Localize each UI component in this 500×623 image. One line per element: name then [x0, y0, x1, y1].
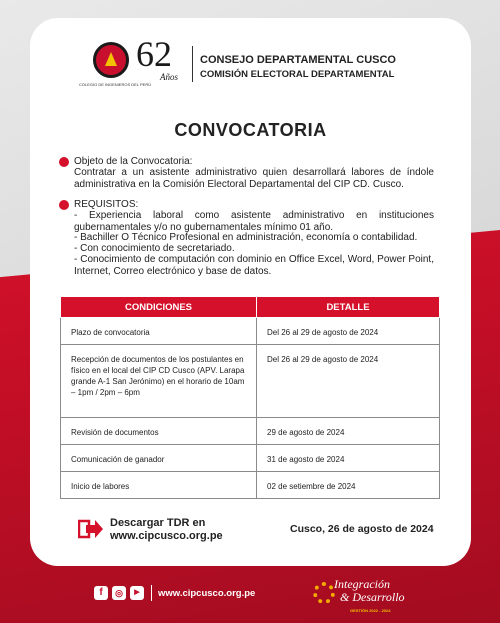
objeto-text: Contratar a un asistente administrativo quien desarrollará labores de índole administrativa en la Comisión Electoral Departamental del CIP CD. Cusco.: [74, 167, 434, 190]
download-arrow-icon[interactable]: [78, 519, 104, 539]
requisitos-label: REQUISITOS:: [74, 199, 139, 210]
condition-cell: Comunicación de ganador: [61, 445, 257, 472]
footer-divider: [151, 585, 152, 601]
column-header-condiciones: CONDICIONES: [61, 297, 257, 318]
conditions-table: [60, 296, 440, 499]
page-title: CONVOCATORIA: [174, 120, 327, 140]
download-line-1: Descargar TDR en: [110, 517, 206, 529]
table-row: [61, 318, 440, 345]
objeto-label: Objeto de la Convocatoria:: [74, 156, 193, 167]
seal-caption: COLEGIO DE INGENIEROS DEL PERÚ: [79, 82, 152, 87]
brand-period: GESTIÓN 2022 - 2024: [350, 608, 391, 613]
requisito-item: - Experiencia laboral como asistente administrativo en instituciones gubernamentales y/o no gubernamentales mínimo 01 año.: [74, 210, 434, 233]
footer-website-link[interactable]: www.cipcusco.org.pe: [158, 588, 256, 599]
anniversary-word: Años: [160, 72, 178, 82]
condition-cell: Plazo de convocatoria: [61, 318, 257, 345]
youtube-icon[interactable]: ▶: [130, 586, 144, 600]
detail-cell: Del 26 al 29 de agosto de 2024: [257, 345, 440, 418]
condition-cell: Revisión de documentos: [61, 418, 257, 445]
requisito-item: - Bachiller O Técnico Profesional en administración, economía o contabilidad.: [74, 232, 418, 243]
cip-seal-logo: [93, 42, 129, 78]
detail-cell: 02 de setiembre de 2024: [257, 472, 440, 499]
facebook-icon[interactable]: f: [94, 586, 108, 600]
requisito-item: - Conocimiento de computación con dominio en Office Excel, Word, Power Point, Internet, Correo electrónico y base de datos.: [74, 254, 434, 277]
download-line-2: www.cipcusco.org.pe: [110, 530, 223, 542]
publication-date: Cusco, 26 de agosto de 2024: [290, 523, 434, 535]
table-row: [61, 418, 440, 445]
condition-cell: Recepción de documentos de los postulantes en físico en el local del CIP CD Cusco (APV. Larapa grande A-1 San Jerónimo) en el horario de 10am – 1pm / 2pm – 6pm: [61, 345, 257, 418]
brand-line-1: Integración: [334, 577, 390, 591]
gear-logo-icon: [313, 582, 335, 604]
bullet-icon: [59, 157, 69, 167]
org-subtitle: COMISIÓN ELECTORAL DEPARTAMENTAL: [200, 69, 395, 80]
detail-cell: 31 de agosto de 2024: [257, 445, 440, 472]
detail-cell: 29 de agosto de 2024: [257, 418, 440, 445]
table-header-row: [61, 297, 440, 318]
detail-cell: Del 26 al 29 de agosto de 2024: [257, 318, 440, 345]
requisito-item: - Con conocimiento de secretariado.: [74, 243, 235, 254]
brand-slogan: [334, 578, 405, 604]
anniversary-number: 62: [136, 34, 172, 74]
table-row: [61, 445, 440, 472]
header-divider: [192, 46, 193, 82]
column-header-detalle: DETALLE: [257, 297, 440, 318]
brand-line-2: & Desarrollo: [340, 590, 405, 604]
condition-cell: Inicio de labores: [61, 472, 257, 499]
download-tdr-link[interactable]: [110, 517, 223, 543]
table-row: [61, 472, 440, 499]
instagram-icon[interactable]: ◎: [112, 586, 126, 600]
bullet-icon: [59, 200, 69, 210]
table-row: [61, 345, 440, 418]
org-title: CONSEJO DEPARTAMENTAL CUSCO: [200, 54, 396, 66]
